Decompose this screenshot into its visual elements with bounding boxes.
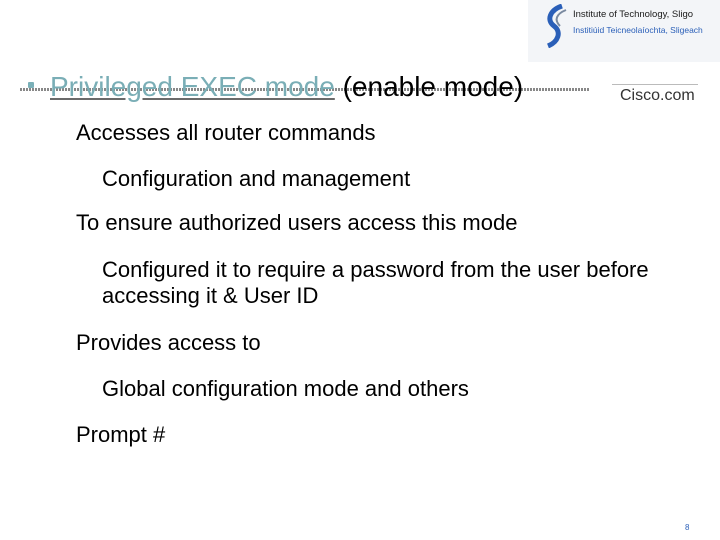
sub-bullet-item: Configuration and management [102,166,411,191]
cisco-brand: Cisco.com [620,87,695,104]
logo-text-english: Institute of Technology, Sligo [573,9,694,20]
slide-title [0,70,720,104]
sub-bullet-item: Configured it to require a password from the user before accessing it & User ID [102,257,649,308]
title-rest: (enable mode) [342,71,524,102]
page-number: 8 [685,523,690,532]
title-bullet [28,82,34,88]
bullet-item: Provides access to [76,330,261,355]
bullet-item: To ensure authorized users access this mode [76,210,518,235]
institute-logo [528,0,720,62]
bullet-item: Accesses all router commands [76,120,376,145]
sub-bullet-item: Global configuration mode and others [102,376,469,401]
title-highlight: Privileged EXEC mode [50,71,335,102]
brand-divider [612,84,698,85]
swoosh-icon [542,4,570,48]
title-text [50,70,523,104]
logo-text-irish: Institiúid Teicneolaíochta, Sligeach [573,25,703,35]
bullet-item: Prompt # [76,422,166,447]
